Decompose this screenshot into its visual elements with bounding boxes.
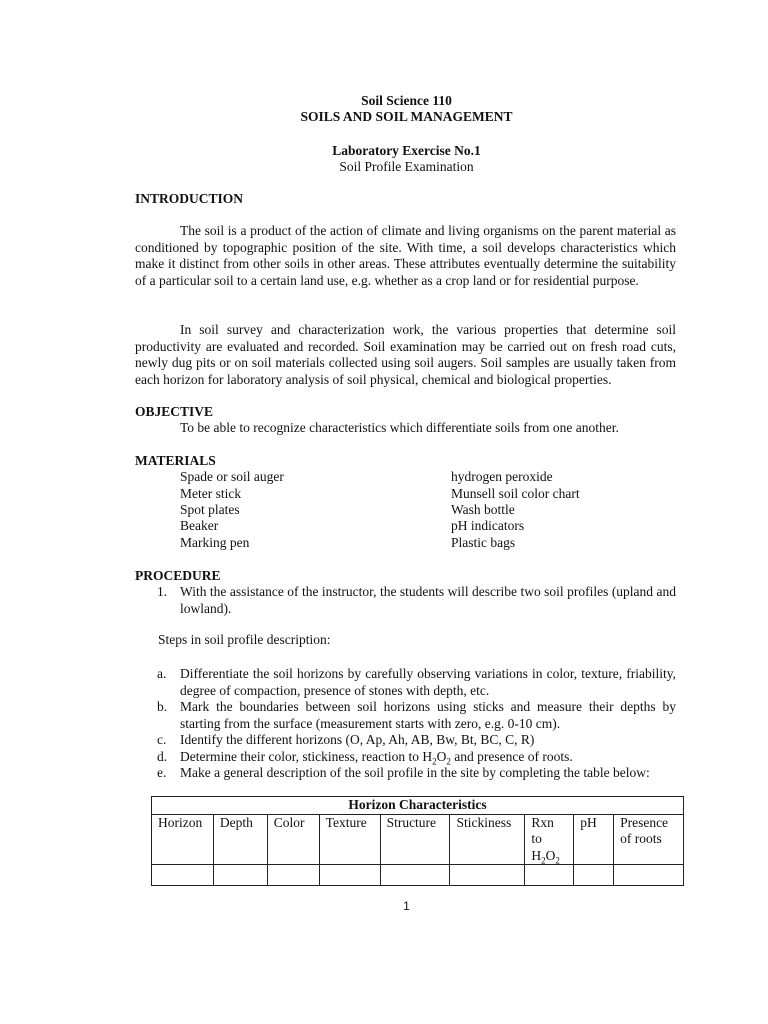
material-item: Marking pen [180,535,250,550]
rxn-line: to [531,831,542,846]
course-code: Soil Science 110 [361,93,452,108]
step-marker: a. [157,666,167,681]
step-marker: c. [157,732,167,747]
step-text: With the assistance of the instructor, the students will describe two soil profiles (upland and lowland). [180,584,676,616]
table-cell[interactable] [380,865,450,886]
step-item-b [135,699,676,732]
steps-list [135,666,676,782]
column-header: Presence of roots [614,814,684,865]
introduction-heading: INTRODUCTION [135,191,244,206]
step-text: Identify the different horizons (O, Ap, Ah, AB, Bw, Bt, BC, C, R) [180,732,535,747]
step-text: Differentiate the soil horizons by carefully observing variations in color, texture, friability, degree of compaction, presence of stones with depth, etc. [180,666,676,698]
course-title: SOILS AND SOIL MANAGEMENT [300,109,513,124]
column-header: Stickiness [450,814,525,865]
step-item-a [135,666,676,699]
objective-text: To be able to recognize characteristics which differentiate soils from one another. [180,420,619,435]
table-cell[interactable] [213,865,267,886]
procedure-step-1 [135,584,676,617]
material-item: Meter stick [180,486,242,501]
procedure-heading: PROCEDURE [135,568,221,583]
rxn-line: Rxn [531,814,554,830]
rxn-formula [531,848,567,865]
step-text-before: Determine their color, stickiness, reaction to H [180,748,433,764]
material-item: Munsell soil color chart [451,486,580,501]
material-item: Plastic bags [451,535,516,550]
column-header: Horizon [152,814,214,865]
step-item-e [135,765,676,782]
subscript: 2 [432,756,437,767]
subscript: 2 [555,855,560,866]
table-cell[interactable] [525,865,574,886]
table-row-empty [152,865,684,886]
subscript: 2 [541,855,546,866]
material-item: Spade or soil auger [180,469,284,484]
exercise-subtitle: Soil Profile Examination [339,159,474,174]
material-item: Beaker [180,518,219,533]
step-item-d [135,749,676,766]
step-text-after: and presence of roots. [450,748,573,764]
table-cell[interactable] [152,865,214,886]
steps-intro: Steps in soil profile description: [158,632,331,647]
column-header: pH [574,814,614,865]
material-item: hydrogen peroxide [451,469,553,484]
table-header-row [152,814,684,865]
step-text: Mark the boundaries between soil horizons using sticks and measure their depths by starting from the surface (measurement starts with zero, e.g. 0-10 cm). [180,699,676,731]
page-number: 1 [403,899,410,913]
table-cell[interactable] [319,865,380,886]
table-cell[interactable] [574,865,614,886]
column-header-rxn [525,814,574,865]
formula-h: H [531,847,542,863]
table-cell[interactable] [267,865,319,886]
introduction-paragraph-2: In soil survey and characterization work, the various properties that determine soil productivity are evaluated and recorded. Soil examination may be carried out on fresh road cuts, newly dug pits or on soil materials collected using soil augers. Soil samples are usually taken from each horizon for laboratory analysis of soil physical, chemical and biological properties. [135,322,676,387]
material-item: pH indicators [451,518,525,533]
table-caption: Horizon Characteristics [152,797,684,815]
column-header: Structure [380,814,450,865]
material-item: Spot plates [180,502,240,517]
step-number: 1. [157,584,168,599]
column-header: Color [267,814,319,865]
step-marker: b. [157,699,168,714]
column-header: Texture [319,814,380,865]
step-text-mid: O [436,748,447,764]
material-item: Wash bottle [451,502,515,517]
objective-heading: OBJECTIVE [135,404,214,419]
step-marker: e. [157,765,167,780]
horizon-characteristics-table [151,796,684,886]
step-text: Make a general description of the soil profile in the site by completing the table below: [180,765,650,780]
formula-o: O [545,847,556,863]
step-marker: d. [157,748,168,764]
subscript: 2 [446,756,451,767]
materials-heading: MATERIALS [135,453,216,468]
column-header: Depth [213,814,267,865]
table-cell[interactable] [614,865,684,886]
exercise-title: Laboratory Exercise No.1 [332,143,481,158]
introduction-paragraph-1: The soil is a product of the action of climate and living organisms on the parent material as conditioned by topographic position of the site. With time, a soil develops characteristics which make it distinct from other soils in other areas. These attributes eventually determine the suitability of a particular soil to a certain land use, e.g. whether as a crop land or for residential purpose. [135,223,676,288]
table-cell[interactable] [450,865,525,886]
step-item-c [135,732,676,749]
